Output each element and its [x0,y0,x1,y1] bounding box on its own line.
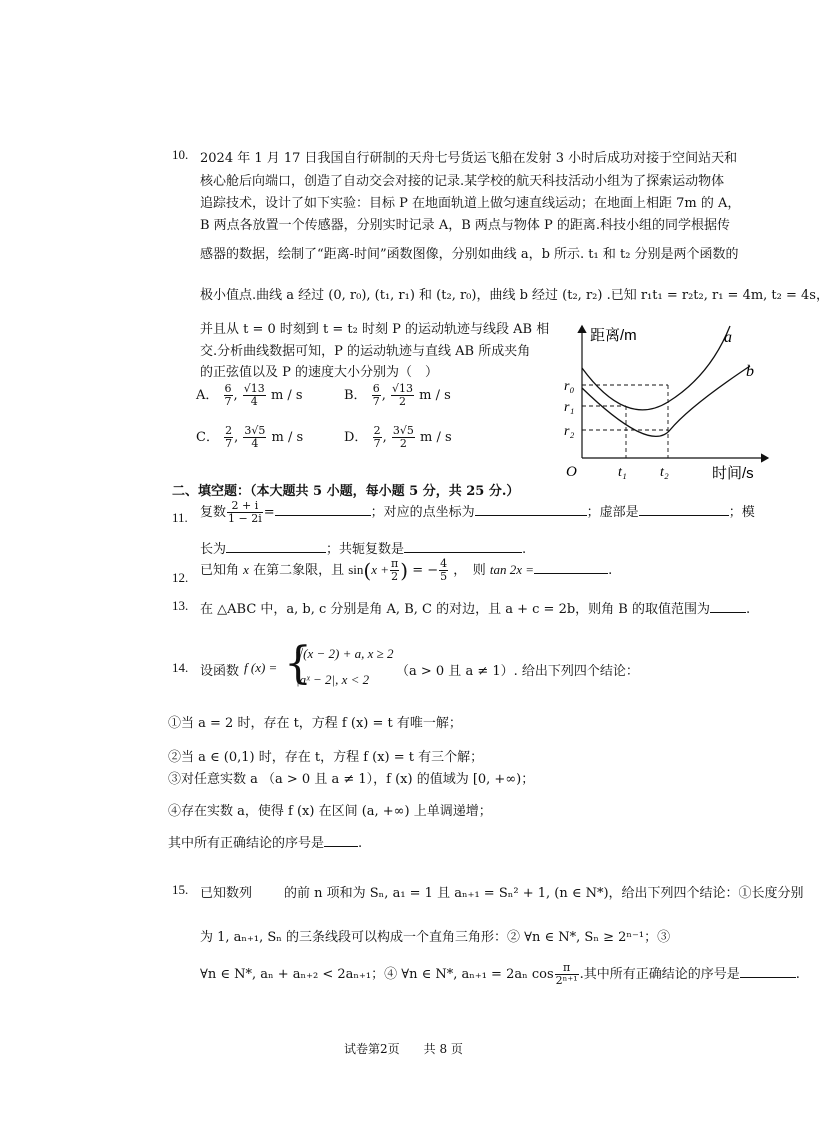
section-2-title: 二、填空题：（本大题共 5 小题，每小题 5 分，共 25 分.） [172,484,520,499]
q14-case1: √(x − 2) + a, x ≥ 2 [296,646,394,661]
q10-line7: 并且从 t = 0 时刻到 t = t₂ 时刻 P 的运动轨迹与线段 AB 相 [200,322,550,337]
q11-blank-5[interactable] [404,540,522,553]
q13-blank[interactable] [710,600,746,613]
q10-line3: 追踪技术，设计了如下实验：目标 P 在地面轨道上做匀速直线运动；在地面上相距 7m 的 A， [200,196,741,211]
q11-blank-4[interactable] [226,540,326,553]
q14-conclusion-1: ①当 a = 2 时，存在 t，方程 f (x) = t 有唯一解； [168,716,462,731]
q10-line5: 感器的数据，绘制了“距离-时间”函数图像，分别如曲线 a，b 所示. t₁ 和 t₂ 分别是两个函数的 [200,247,739,262]
q12-blank[interactable] [534,561,608,574]
option-d[interactable]: D． $\frac{2}{7}$ , $\frac{3√5}{2}$ m / s [344,424,452,450]
q14-case2: |aˣ − 2|, x < 2 [296,672,370,687]
q11-number: 11. [172,510,188,525]
q12-line: 已知角 x 在第二象限，且 sin(x + $\frac{\pi}{2}$ ) = − $\frac{4}{5}$ ， 则 tan 2x = . [200,557,613,583]
q15-line2: 为 1, aₙ₊₁, Sₙ 的三条线段可以构成一个直角三角形：② ∀n ∈ N*, Sₙ ≥ 2ⁿ⁻¹；③ [200,930,671,945]
q13-number: 13. [172,598,189,613]
r1-label: r₁ [564,400,575,415]
q14-conclusion-2: ②当 a ∈ (0,1) 时，存在 t，方程 f (x) = t 有三个解； [168,750,484,765]
origin-label: O [566,464,577,480]
q14-number: 14. [172,660,189,675]
q14-brace: { [284,638,312,689]
q14-conclusion-3: ③对任意实数 a （a > 0 且 a ≠ 1），f (x) 的值域为 [0, +∞)； [168,772,535,787]
q11-blank-1[interactable] [275,503,371,516]
q14-conclusion-4: ④存在实数 a，使得 f (x) 在区间 (a, +∞) 上单调递增； [168,804,492,819]
q14-fx: f (x) = [244,660,278,675]
t2-label: t₂ [660,465,669,480]
q14-intro: 设函数 [200,664,240,679]
option-b[interactable]: B． $\frac{6}{7}$ , $\frac{√13}{2}$ m / s [344,382,451,408]
q10-line8: 交.分析曲线数据可知，P 的运动轨迹与直线 AB 所成夹角 [200,344,531,359]
q10-number: 10. [172,147,189,162]
distance-time-graph [560,318,775,483]
t1-label: t₁ [618,465,627,480]
q11-line2: 长为 ；共轭复数是 . [200,542,527,557]
r2-label: r₂ [564,424,575,439]
q10-line4: B 两点各放置一个传感器，分别实时记录 A，B 两点与物体 P 的距离.科技小组的同学根据传 [200,218,731,233]
curve-b-label: b [746,363,754,380]
option-a[interactable]: A． $\frac{6}{7}$ , $\frac{√13}{4}$ m / s [196,382,303,408]
q13-line: 在 △ABC 中，a, b, c 分别是角 A, B, C 的对边，且 a + c = 2b，则角 B 的取值范围为 . [200,602,751,617]
curve-b [582,366,750,436]
q12-number: 12. [172,570,189,585]
y-axis-label: 距离/m [590,327,637,344]
q15-line3: ∀n ∈ N*, aₙ + aₙ₊₂ < 2aₙ₊₁；④ ∀n ∈ N*, aₙ₊₁ = 2aₙ cos $\frac{\pi}{\text{2ⁿ⁺¹}}$ .其中所有正确结论的序号是 . [200,961,800,987]
q10-line6: 极小值点.曲线 a 经过 (0, r₀), (t₁, r₁) 和 (t₂, r₀)，曲线 b 经过 (t₂, r₂) .已知 r₁t₁ = r₂t₂, r₁ = 4m, t₂ = 4s， [200,288,829,303]
q11-blank-2[interactable] [475,503,587,516]
q10-line2: 核心舱后向端口，创造了自动交会对接的记录.某学校的航天科技活动小组为了探索运动物体 [200,174,725,189]
q11-blank-3[interactable] [639,503,729,516]
curve-a-label: a [724,329,732,346]
q14-condition: （a > 0 且 a ≠ 1）. 给出下列四个结论： [396,664,639,679]
option-c[interactable]: C． $\frac{2}{7}$ , $\frac{3√5}{4}$ m / s [196,424,304,450]
q15-number: 15. [172,882,189,897]
q14-blank[interactable] [324,834,358,847]
q15-intro: 已知数列 [200,886,253,901]
x-axis-label: 时间/s [712,465,754,482]
q15-line1: 的前 n 项和为 Sₙ, a₁ = 1 且 aₙ₊₁ = Sₙ² + 1, (n ∈ N*)，给出下列四个结论：①长度分别 [284,886,804,901]
q10-line1: 2024 年 1 月 17 日我国自行研制的天舟七号货运飞船在发射 3 小时后成功对接于空间站天和 [200,151,738,166]
r0-label: r₀ [564,379,575,394]
q11-line1: 复数 $\frac{2 + i}{1 - 2i}$ = ；对应的点坐标为 ；虚部是 ；模 [200,499,755,525]
q15-blank[interactable] [740,965,796,978]
q10-line9: 的正弦值以及 P 的速度大小分别为（ ） [200,365,439,380]
q14-answer-line: 其中所有正确结论的序号是 . [168,836,363,851]
page-footer: 试卷第2页 共 8 页 [344,1042,463,1056]
